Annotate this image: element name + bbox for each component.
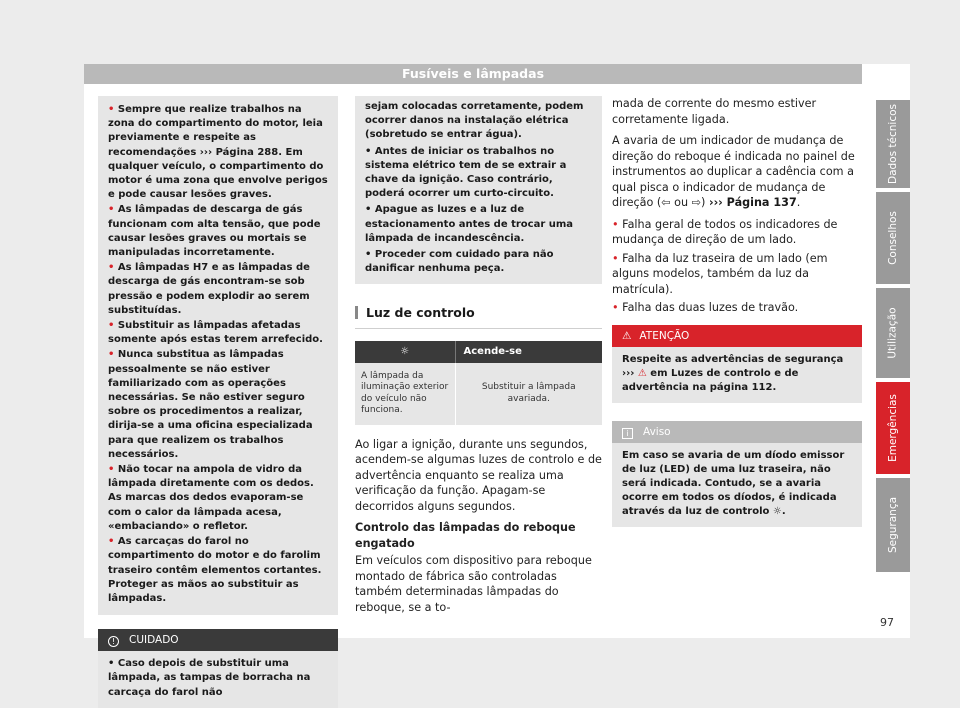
warning-item: • Substituir as lâmpadas afetadas somente após estas terem arrefecido. — [108, 320, 323, 346]
bullet-icon: • — [365, 145, 375, 157]
bullet-icon: • — [365, 249, 375, 261]
warning-triangle-icon: ⚠ — [622, 329, 632, 342]
warning-item: • As lâmpadas H7 e as lâmpadas de descarga de gás encontram-se sob pressão e podem explodir ao serem substituídas. — [108, 262, 310, 316]
table-cell: A lâmpada da iluminação exterior do veículo não funciona. — [355, 363, 455, 425]
column-1 — [98, 96, 338, 708]
bullet-icon: • — [108, 658, 118, 670]
body-text — [612, 96, 862, 316]
info-circle-icon: ! — [108, 636, 119, 647]
paragraph: Em veículos com dispositivo para reboque montado de fábrica são controladas também determinadas lâmpadas do reboque, se a to- — [355, 554, 592, 614]
warning-item: • As carcaças do farol no compartimento do motor e do farolim traseiro contêm elementos cortantes. Proteger as mãos ao substituir as lâmpadas. — [108, 536, 322, 604]
warning-item: • Não tocar na ampola de vidro da lâmpada diretamente com os dedos. As marcas dos dedos evaporam-se com o calor da lâmpada acesa, «embaciando» o refletor. — [108, 464, 314, 532]
list-item: • Apague as luzes e a luz de estacionamento antes de trocar uma lâmpada de incandescência. — [365, 204, 574, 244]
list-item: • Proceder com cuidado para não danificar nenhuma peça. — [365, 249, 554, 275]
paragraph: A avaria de um indicador de mudança de direção do reboque é indicada no painel de instrumentos ao duplicar a cadência com a qual pisca o indicador de mudança de direção (⇦ ou ⇨) ››› Página 137. — [612, 134, 855, 209]
arrow-right-icon: ⇨ — [691, 196, 702, 209]
tab-seguranca[interactable]: Segurança — [876, 478, 910, 572]
list-item: • Antes de iniciar os trabalhos no sistema elétrico tem de se extrair a chave da ignição. Caso contrário, poderá ocorrer um curto-circuito. — [365, 145, 567, 200]
list-item: • Falha da luz traseira de um lado (em alguns modelos, também da luz da matrícula). — [612, 251, 828, 296]
cuidado-continued: sejam colocadas corretamente, podem ocorrer danos na instalação elétrica (sobretudo se entrar água). • Antes de iniciar os trabalhos no sistema elétrico tem de se extrair a chave da ignição. Caso contrário, poderá ocorrer um curto-circuito. • Apague as luzes e a luz de estacionamento antes de trocar uma lâmpada de incandescência. • Proceder com cuidado para não danificar nenhuma peça. — [355, 96, 602, 284]
section-title: Luz de controlo — [355, 306, 602, 328]
bullet-icon: • — [612, 217, 623, 231]
light-icon: ☼ — [772, 505, 782, 517]
arrow-left-icon: ⇦ — [661, 196, 671, 209]
tab-dados-tecnicos[interactable]: Dados técnicos — [876, 100, 910, 188]
cuidado-body: • Caso depois de substituir uma lâmpada, as tampas de borracha na carcaça do farol não — [98, 651, 338, 708]
page-number: 97 — [880, 616, 894, 629]
bullet-icon: • — [108, 349, 118, 361]
list-item: • Falha das duas luzes de travão. — [612, 301, 799, 314]
tab-conselhos[interactable]: Conselhos — [876, 192, 910, 284]
body-text — [355, 437, 602, 616]
atencao-header: ⚠ ATENÇÃO — [612, 325, 862, 347]
bullet-icon: • — [108, 104, 118, 115]
bullet-icon: • — [365, 204, 375, 216]
table-cell: Substituir a lâmpada avariada. — [455, 363, 602, 425]
bullet-icon: • — [108, 204, 118, 216]
warning-box — [98, 96, 338, 615]
warning-triangle-icon: ⚠ — [637, 367, 647, 379]
page-link[interactable]: ››› Página 137 — [708, 196, 797, 209]
light-icon: ☼ — [355, 341, 455, 363]
subheading: Controlo das lâmpadas do reboque engatado — [355, 521, 576, 550]
bullet-icon: • — [108, 262, 118, 274]
control-light-table — [355, 341, 602, 425]
aviso-body: Em caso se avaria de um díodo emissor de luz (LED) de uma luz traseira, não será indicada. Contudo, se a avaria ocorre em todos os díodos, é indicada através da luz de controlo ☼. — [612, 443, 862, 527]
column-2 — [355, 96, 602, 621]
list-item: • Falha geral de todos os indicadores de mudança de direção de um lado. — [612, 217, 838, 246]
running-header: Fusíveis e lâmpadas — [84, 64, 862, 84]
warning-item: • Sempre que realize trabalhos na zona do compartimento do motor, leia previamente e respeite as recomendações ››› Página 288. Em qualquer veículo, o compartimento do motor é uma zona que envolve perigos e pode causar lesões graves. — [108, 104, 328, 201]
column-3 — [612, 96, 862, 527]
tab-emergencias[interactable]: Emergências — [876, 382, 910, 474]
bullet-icon: • — [612, 301, 623, 314]
aviso-header: i Aviso — [612, 421, 862, 443]
warning-item: • Nunca substitua as lâmpadas pessoalmente se não estiver familiarizado com as operações necessárias. Se não estiver seguro sobre os procedimentos a realizar, dirija-se a uma oficina especializada para que realizem os trabalhos necessários. — [108, 349, 313, 460]
bullet-icon: • — [108, 320, 118, 332]
tab-utilizacao[interactable]: Utilização — [876, 288, 910, 378]
atencao-body: Respeite as advertências de segurança ››› ⚠ em Luzes de controlo e de advertência na página 112. — [612, 347, 862, 403]
cuidado-header: ! CUIDADO — [98, 629, 338, 651]
bullet-icon: • — [108, 536, 118, 548]
bullet-icon: • — [108, 464, 118, 476]
section-marker — [355, 306, 358, 319]
paragraph: Ao ligar a ignição, durante uns segundos, acendem-se algumas luzes de controlo e de advertência enquanto se realiza uma verificação da função. Apagam-se decorridos alguns segundos. — [355, 437, 602, 513]
warning-item: • As lâmpadas de descarga de gás funcionam com alta tensão, que pode causar lesões graves ou mortais se manipuladas incorretamente. — [108, 204, 321, 259]
bullet-icon: • — [612, 251, 623, 265]
chapter-tabs — [876, 100, 910, 576]
info-icon: i — [622, 428, 633, 439]
paragraph: mada de corrente do mesmo estiver corretamente ligada. — [612, 97, 817, 126]
table-header: Acende-se — [455, 341, 602, 363]
table-row — [355, 363, 602, 425]
